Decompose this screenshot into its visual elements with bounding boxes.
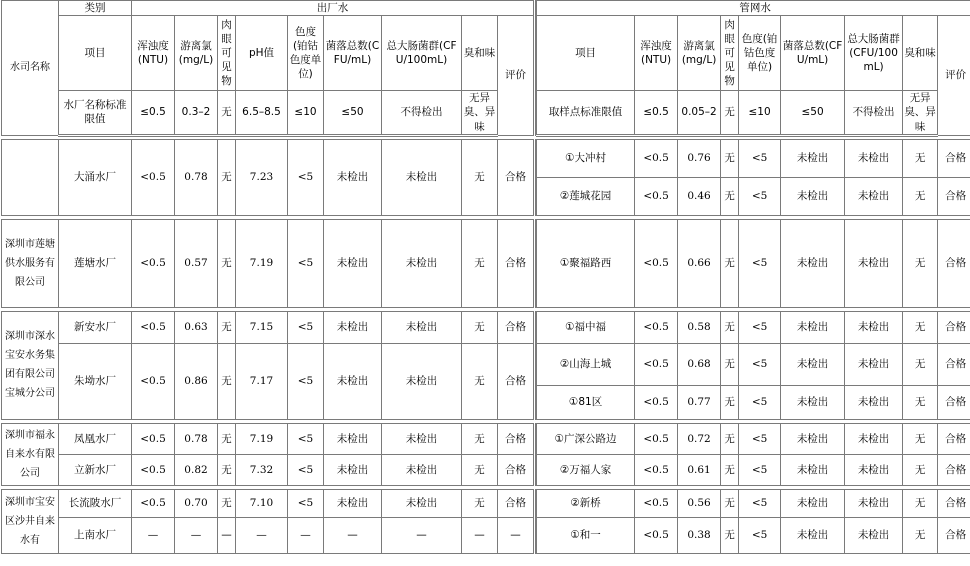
point-colony: 未检出: [781, 139, 845, 177]
limit-visible: 无: [218, 91, 236, 136]
plant-eval: 合格: [498, 489, 535, 517]
plant-odor: 无: [462, 219, 498, 307]
point-turbidity: <0.5: [635, 177, 678, 215]
point-name: ①大冲村: [537, 139, 635, 177]
point-name: ①聚福路西: [537, 219, 635, 307]
point-turbidity: <0.5: [635, 423, 678, 454]
point-turbidity: <0.5: [635, 385, 678, 419]
point-colony: 未检出: [781, 385, 845, 419]
plant-chlorine: 0.57: [175, 219, 218, 307]
plant-chlorine: 0.70: [175, 489, 218, 517]
net-coliform-header: 总大肠菌群(CFU/100mL): [845, 16, 903, 91]
plant-ph: 7.15: [236, 311, 288, 343]
plant-coliform: 未检出: [382, 343, 462, 419]
point-visible: 无: [721, 177, 739, 215]
plant-ph: 7.17: [236, 343, 288, 419]
plant-coliform: 未检出: [382, 454, 462, 485]
net-limit-odor: 无异臭、异味: [903, 91, 938, 136]
point-chlorine: 0.66: [678, 219, 721, 307]
plant-odor: 无: [462, 343, 498, 419]
point-color: <5: [739, 423, 781, 454]
plant-name: 莲塘水厂: [59, 219, 132, 307]
colony-header: 菌落总数(CFU/mL): [324, 16, 382, 91]
point-name: ①81区: [537, 385, 635, 419]
point-odor: 无: [903, 311, 938, 343]
net-odor-header: 臭和味: [903, 16, 938, 91]
plant-chlorine: 0.86: [175, 343, 218, 419]
plant-eval: 合格: [498, 454, 535, 485]
point-name: ①福中福: [537, 311, 635, 343]
point-coliform: 未检出: [845, 517, 903, 553]
plant-ph: 7.10: [236, 489, 288, 517]
plant-ph: 7.23: [236, 139, 288, 215]
plant-color: <5: [288, 219, 324, 307]
plant-chlorine: 0.82: [175, 454, 218, 485]
net-limit-colony: ≤50: [781, 91, 845, 136]
limit-color: ≤10: [288, 91, 324, 136]
plant-eval: 合格: [498, 423, 535, 454]
net-limit-visible: 无: [721, 91, 739, 136]
plant-name: 凤凰水厂: [59, 423, 132, 454]
company-cell: 深圳市莲塘供水服务有限公司: [2, 219, 59, 307]
point-odor: 无: [903, 454, 938, 485]
plant-name: 新安水厂: [59, 311, 132, 343]
point-coliform: 未检出: [845, 219, 903, 307]
point-eval: 合格: [938, 311, 970, 343]
plant-chlorine: 0.78: [175, 423, 218, 454]
point-visible: 无: [721, 311, 739, 343]
evaluation-header: 评价: [498, 16, 535, 136]
point-odor: 无: [903, 423, 938, 454]
plant-visible: —: [218, 517, 236, 553]
plant-visible: 无: [218, 311, 236, 343]
point-chlorine: 0.46: [678, 177, 721, 215]
plant-coliform: 未检出: [382, 311, 462, 343]
network-water-header: 管网水: [537, 1, 970, 16]
limit-coliform: 不得检出: [382, 91, 462, 136]
point-turbidity: <0.5: [635, 311, 678, 343]
point-odor: 无: [903, 343, 938, 385]
point-color: <5: [739, 177, 781, 215]
net-chlorine-header: 游离氯(mg/L): [678, 16, 721, 91]
point-odor: 无: [903, 177, 938, 215]
plant-coliform: 未检出: [382, 139, 462, 215]
point-colony: 未检出: [781, 489, 845, 517]
point-name: ①和一: [537, 517, 635, 553]
plant-name: 长流陂水厂: [59, 489, 132, 517]
plant-eval: 合格: [498, 219, 535, 307]
plant-name: 朱坳水厂: [59, 343, 132, 419]
plant-coliform: 未检出: [382, 423, 462, 454]
company-name-header: 水司名称: [2, 1, 59, 136]
plant-color: <5: [288, 489, 324, 517]
point-eval: 合格: [938, 454, 970, 485]
point-chlorine: 0.61: [678, 454, 721, 485]
plant-name: 立新水厂: [59, 454, 132, 485]
limit-chlorine: 0.3–2: [175, 91, 218, 136]
point-eval: 合格: [938, 385, 970, 419]
point-color: <5: [739, 219, 781, 307]
point-color: <5: [739, 139, 781, 177]
plant-colony: 未检出: [324, 311, 382, 343]
plant-colony: —: [324, 517, 382, 553]
point-color: <5: [739, 454, 781, 485]
turbidity-header: 浑浊度(NTU): [132, 16, 175, 91]
point-color: <5: [739, 311, 781, 343]
point-odor: 无: [903, 489, 938, 517]
company-cell: 深圳市宝安区沙井自来水有: [2, 489, 59, 553]
net-color-header: 色度(铂钴色度单位): [739, 16, 781, 91]
plant-odor: 无: [462, 423, 498, 454]
point-name: ②莲城花园: [537, 177, 635, 215]
plant-visible: 无: [218, 219, 236, 307]
plant-ph: 7.19: [236, 423, 288, 454]
plant-turbidity: <0.5: [132, 454, 175, 485]
plant-eval: 合格: [498, 139, 535, 215]
odor-header: 臭和味: [462, 16, 498, 91]
plant-color: <5: [288, 139, 324, 215]
point-coliform: 未检出: [845, 139, 903, 177]
point-turbidity: <0.5: [635, 343, 678, 385]
point-turbidity: <0.5: [635, 454, 678, 485]
point-eval: 合格: [938, 219, 970, 307]
plant-eval: 合格: [498, 343, 535, 419]
plant-eval: 合格: [498, 311, 535, 343]
point-eval: 合格: [938, 489, 970, 517]
limit-colony: ≤50: [324, 91, 382, 136]
plant-color: <5: [288, 343, 324, 419]
plant-visible: 无: [218, 423, 236, 454]
item-header: 项目: [59, 16, 132, 91]
point-eval: 合格: [938, 343, 970, 385]
point-chlorine: 0.77: [678, 385, 721, 419]
point-colony: 未检出: [781, 311, 845, 343]
point-turbidity: <0.5: [635, 219, 678, 307]
plant-visible: 无: [218, 454, 236, 485]
plant-visible: 无: [218, 139, 236, 215]
point-visible: 无: [721, 343, 739, 385]
plant-turbidity: <0.5: [132, 343, 175, 419]
plant-coliform: —: [382, 517, 462, 553]
plant-odor: 无: [462, 311, 498, 343]
plant-limit-label: 水厂名称标准限值: [59, 91, 132, 136]
point-chlorine: 0.76: [678, 139, 721, 177]
point-color: <5: [739, 517, 781, 553]
net-evaluation-header: 评价: [938, 16, 970, 136]
net-turbidity-header: 浑浊度(NTU): [635, 16, 678, 91]
point-color: <5: [739, 343, 781, 385]
point-name: ①广深公路边: [537, 423, 635, 454]
plant-colony: 未检出: [324, 343, 382, 419]
net-visible-header: 肉眼可见物: [721, 16, 739, 91]
point-turbidity: <0.5: [635, 139, 678, 177]
point-eval: 合格: [938, 177, 970, 215]
point-name: ②万福人家: [537, 454, 635, 485]
company-cell: 深圳市深水宝安水务集团有限公司宝城分公司: [2, 311, 59, 419]
plant-color: <5: [288, 454, 324, 485]
point-color: <5: [739, 489, 781, 517]
point-coliform: 未检出: [845, 343, 903, 385]
point-name: ②山海上城: [537, 343, 635, 385]
net-limit-chlorine: 0.05–2: [678, 91, 721, 136]
point-eval: 合格: [938, 423, 970, 454]
plant-odor: 无: [462, 454, 498, 485]
plant-color: —: [288, 517, 324, 553]
point-odor: 无: [903, 385, 938, 419]
point-colony: 未检出: [781, 517, 845, 553]
point-coliform: 未检出: [845, 385, 903, 419]
plant-eval: —: [498, 517, 535, 553]
point-colony: 未检出: [781, 423, 845, 454]
point-visible: 无: [721, 139, 739, 177]
point-visible: 无: [721, 454, 739, 485]
point-colony: 未检出: [781, 177, 845, 215]
plant-coliform: 未检出: [382, 219, 462, 307]
coliform-header: 总大肠菌群(CFU/100mL): [382, 16, 462, 91]
limit-odor: 无异臭、异味: [462, 91, 498, 136]
point-coliform: 未检出: [845, 177, 903, 215]
point-chlorine: 0.58: [678, 311, 721, 343]
plant-colony: 未检出: [324, 454, 382, 485]
plant-chlorine: 0.63: [175, 311, 218, 343]
point-coliform: 未检出: [845, 423, 903, 454]
plant-ph: —: [236, 517, 288, 553]
water-quality-table: [1, 0, 970, 554]
plant-turbidity: <0.5: [132, 311, 175, 343]
point-odor: 无: [903, 517, 938, 553]
visible-header: 肉眼可见物: [218, 16, 236, 91]
plant-colony: 未检出: [324, 139, 382, 215]
plant-turbidity: <0.5: [132, 423, 175, 454]
plant-ph: 7.32: [236, 454, 288, 485]
point-chlorine: 0.56: [678, 489, 721, 517]
plant-water-header: 出厂水: [132, 1, 535, 16]
plant-chlorine: —: [175, 517, 218, 553]
point-coliform: 未检出: [845, 489, 903, 517]
category-header: 类别: [59, 1, 132, 16]
plant-colony: 未检出: [324, 423, 382, 454]
point-colony: 未检出: [781, 454, 845, 485]
point-visible: 无: [721, 517, 739, 553]
point-colony: 未检出: [781, 219, 845, 307]
plant-turbidity: <0.5: [132, 139, 175, 215]
net-limit-turbidity: ≤0.5: [635, 91, 678, 136]
net-limit-label: 取样点标准限值: [537, 91, 635, 136]
point-chlorine: 0.68: [678, 343, 721, 385]
plant-color: <5: [288, 311, 324, 343]
net-limit-coliform: 不得检出: [845, 91, 903, 136]
plant-name: 大涌水厂: [59, 139, 132, 215]
plant-turbidity: <0.5: [132, 489, 175, 517]
point-odor: 无: [903, 139, 938, 177]
point-visible: 无: [721, 423, 739, 454]
point-name: ②新桥: [537, 489, 635, 517]
limit-turbidity: ≤0.5: [132, 91, 175, 136]
plant-coliform: 未检出: [382, 489, 462, 517]
plant-odor: 无: [462, 489, 498, 517]
plant-odor: 无: [462, 139, 498, 215]
point-eval: 合格: [938, 517, 970, 553]
plant-visible: 无: [218, 343, 236, 419]
point-visible: 无: [721, 219, 739, 307]
net-limit-color: ≤10: [739, 91, 781, 136]
company-cell: 深圳市福永自来水有限公司: [2, 423, 59, 485]
net-colony-header: 菌落总数(CFU/mL): [781, 16, 845, 91]
limit-ph: 6.5–8.5: [236, 91, 288, 136]
point-turbidity: <0.5: [635, 517, 678, 553]
plant-colony: 未检出: [324, 219, 382, 307]
plant-chlorine: 0.78: [175, 139, 218, 215]
point-visible: 无: [721, 385, 739, 419]
point-color: <5: [739, 385, 781, 419]
chlorine-header: 游离氯(mg/L): [175, 16, 218, 91]
color-header: 色度(铂钴色度单位): [288, 16, 324, 91]
plant-colony: 未检出: [324, 489, 382, 517]
plant-turbidity: <0.5: [132, 219, 175, 307]
plant-ph: 7.19: [236, 219, 288, 307]
ph-header: pH值: [236, 16, 288, 91]
point-coliform: 未检出: [845, 454, 903, 485]
company-cell: [2, 139, 59, 215]
point-odor: 无: [903, 219, 938, 307]
point-chlorine: 0.38: [678, 517, 721, 553]
point-turbidity: <0.5: [635, 489, 678, 517]
point-coliform: 未检出: [845, 311, 903, 343]
point-colony: 未检出: [781, 343, 845, 385]
plant-turbidity: —: [132, 517, 175, 553]
plant-color: <5: [288, 423, 324, 454]
point-visible: 无: [721, 489, 739, 517]
plant-visible: 无: [218, 489, 236, 517]
net-item-header: 项目: [537, 16, 635, 91]
plant-odor: —: [462, 517, 498, 553]
point-eval: 合格: [938, 139, 970, 177]
plant-name: 上南水厂: [59, 517, 132, 553]
point-chlorine: 0.72: [678, 423, 721, 454]
